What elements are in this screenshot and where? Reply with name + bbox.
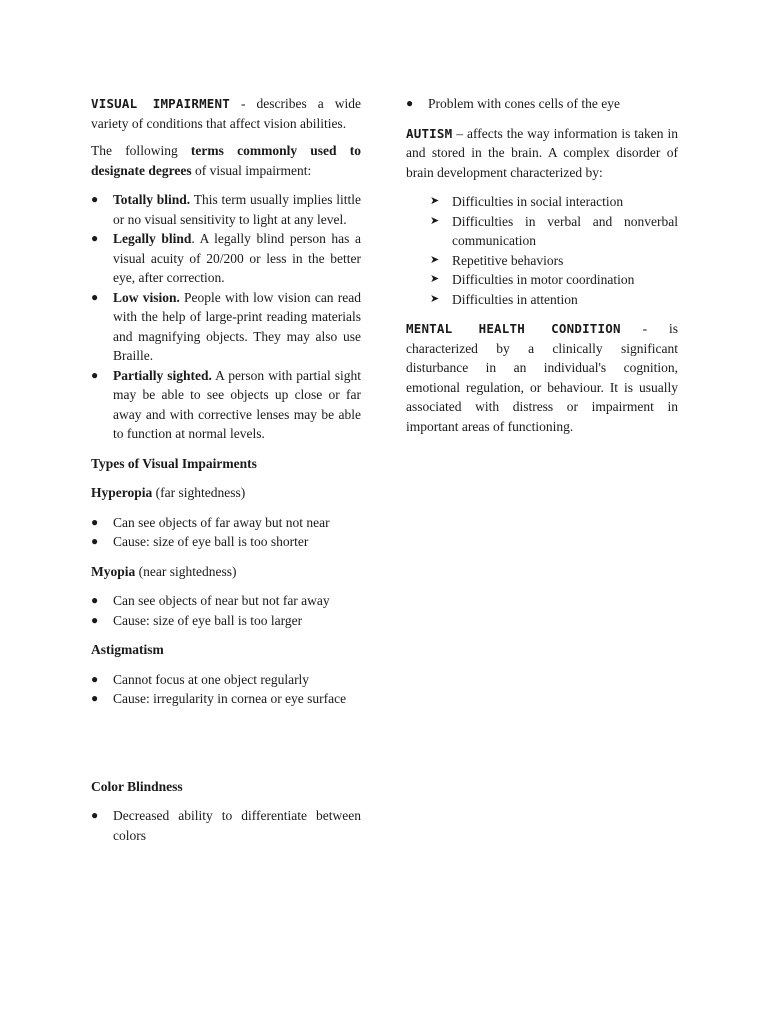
arrow-bullet-icon: ➤ xyxy=(430,214,440,227)
list-item xyxy=(406,290,678,310)
bullet-icon: ● xyxy=(406,96,414,110)
visual-impairment-definition xyxy=(91,94,361,133)
hyperopia-term: Hyperopia xyxy=(91,485,153,500)
list-item xyxy=(91,689,361,709)
list-item xyxy=(91,513,361,533)
list-item xyxy=(406,270,678,290)
list-item xyxy=(91,806,361,845)
list-item-text: Decreased ability to differentiate between colors xyxy=(113,808,361,843)
list-item-text: Cause: irregularity in cornea or eye surface xyxy=(113,691,347,706)
degrees-intro-post: of visual impairment: xyxy=(191,162,312,178)
color-blindness-list xyxy=(91,806,361,845)
hyperopia-heading xyxy=(91,483,361,503)
degrees-intro-pre: The following xyxy=(91,143,191,158)
list-item xyxy=(91,611,361,631)
degree-term: Low vision. xyxy=(113,289,180,305)
autism-list xyxy=(406,192,678,309)
myopia-list xyxy=(91,591,361,630)
autism-text: – affects the way information is taken in and stored in the brain. A complex disorder of brain development characterized by: xyxy=(406,125,678,180)
myopia-term: Myopia xyxy=(91,563,136,579)
list-item xyxy=(91,670,361,690)
list-item-text: Can see objects of far away but not near xyxy=(113,514,330,530)
list-item xyxy=(406,94,678,114)
autism-definition xyxy=(406,124,678,183)
list-item-text: Difficulties in verbal and nonverbal communication xyxy=(452,213,678,248)
hyperopia-list xyxy=(91,513,361,552)
degrees-list xyxy=(91,190,361,444)
bullet-icon: ● xyxy=(91,808,99,822)
left-column xyxy=(91,94,361,845)
color-blindness-list-continued xyxy=(406,94,678,114)
list-item xyxy=(91,532,361,552)
list-item-totally-blind xyxy=(91,190,361,229)
bullet-icon: ● xyxy=(91,671,99,686)
bullet-icon: ● xyxy=(91,691,99,705)
list-item xyxy=(406,251,678,271)
list-item-text: Cause: size of eye ball is too larger xyxy=(113,612,303,628)
degree-text: A person with partial sight may be able to see objects up close or far away and with corrective lenses may be able to function at normal levels. xyxy=(113,367,361,441)
visual-impairment-term: VISUAL IMPAIRMENT xyxy=(91,96,230,111)
list-item-text: Problem with cones cells of the eye xyxy=(428,96,620,111)
bullet-icon: ● xyxy=(91,367,99,382)
bullet-icon: ● xyxy=(91,231,99,245)
bullet-icon: ● xyxy=(91,289,99,304)
bullet-icon: ● xyxy=(91,192,99,206)
myopia-heading xyxy=(91,562,361,582)
list-item-text: Difficulties in attention xyxy=(452,291,578,307)
list-item-text: Cannot focus at one object regularly xyxy=(113,671,310,687)
degree-term: Partially sighted. xyxy=(113,367,212,383)
arrow-bullet-icon: ➤ xyxy=(430,253,440,266)
arrow-bullet-icon: ➤ xyxy=(430,292,440,305)
color-blindness-heading: Color Blindness xyxy=(91,778,183,794)
degree-text: People with low vision can read with the help of large-print reading materials and magnifying objects. They may also use Braille. xyxy=(113,289,361,363)
list-item-text: Difficulties in social interaction xyxy=(452,194,624,209)
list-item-text: Difficulties in motor coordination xyxy=(452,272,635,287)
list-item xyxy=(91,591,361,611)
list-item-text: Can see objects of near but not far away xyxy=(113,593,330,608)
list-item-legally-blind xyxy=(91,229,361,288)
autism-term: AUTISM xyxy=(406,125,453,141)
list-item xyxy=(406,212,678,251)
bullet-icon: ● xyxy=(91,514,99,529)
list-item-text: Repetitive behaviors xyxy=(452,252,564,268)
list-item-low-vision xyxy=(91,288,361,366)
bullet-icon: ● xyxy=(91,593,99,607)
hyperopia-paren: (far sightedness) xyxy=(152,485,246,500)
right-column xyxy=(406,94,678,436)
degree-text: This term usually implies little or no visual sensitivity to light at any level. xyxy=(113,192,361,227)
degrees-intro-bold: terms commonly used to designate degrees xyxy=(91,143,361,178)
arrow-bullet-icon: ➤ xyxy=(430,273,440,285)
list-item-text: Cause: size of eye ball is too shorter xyxy=(113,534,309,549)
mental-health-text: - is characterized by a clinically significant disturbance in an individual's cognition, emotional regulation, or behaviour. It is usually associated with distress or impairment in important areas of functioning. xyxy=(406,321,678,434)
mental-health-definition xyxy=(406,319,678,436)
astigmatism-list xyxy=(91,670,361,709)
list-item xyxy=(406,192,678,212)
arrow-bullet-icon: ➤ xyxy=(430,195,440,207)
bullet-icon: ● xyxy=(91,534,99,548)
mental-health-term: MENTAL HEALTH CONDITION xyxy=(406,321,621,336)
types-heading: Types of Visual Impairments xyxy=(91,455,257,471)
astigmatism-heading: Astigmatism xyxy=(91,642,164,657)
list-item-partially-sighted xyxy=(91,366,361,444)
degrees-intro xyxy=(91,141,361,180)
myopia-paren: (near sightedness) xyxy=(135,563,237,579)
bullet-icon: ● xyxy=(91,612,99,627)
degree-term: Totally blind. xyxy=(113,192,191,207)
degree-text: . A legally blind person has a visual acuity of 20/200 or less in the better eye, after correction. xyxy=(113,231,361,285)
degree-term: Legally blind xyxy=(113,231,192,246)
visual-impairment-text: - describes a wide variety of conditions that affect vision abilities. xyxy=(91,96,361,131)
